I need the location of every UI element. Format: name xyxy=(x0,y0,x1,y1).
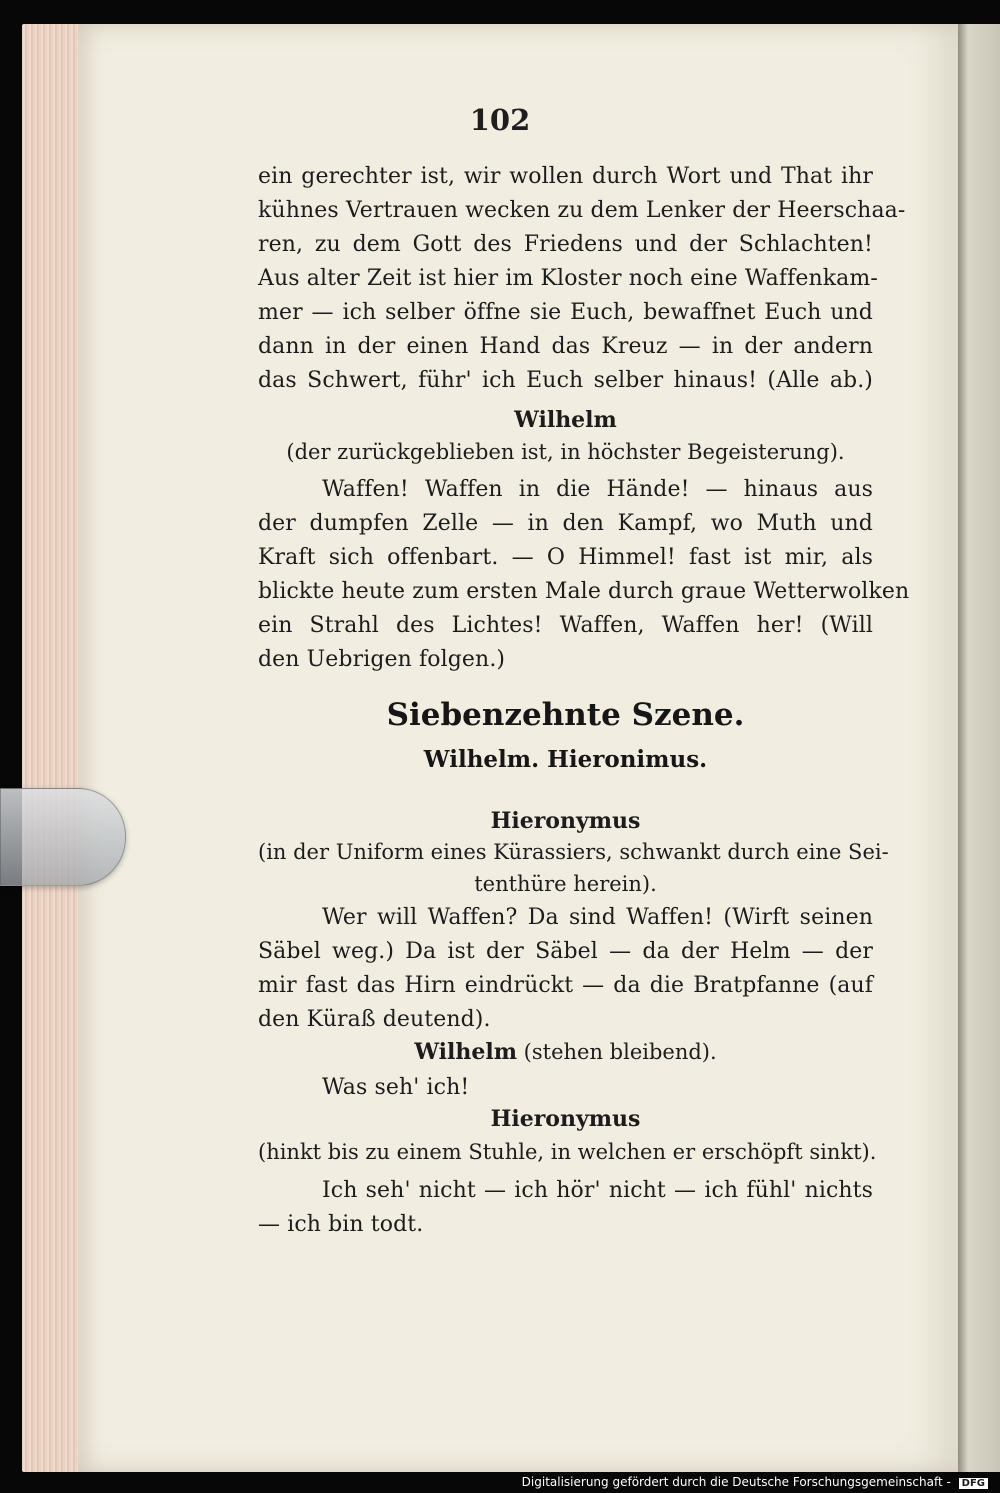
digitization-credit xyxy=(522,1475,988,1489)
scene-characters: Wilhelm. Hieronimus. xyxy=(423,746,708,773)
text-line: ein gerechter ist, wir wollen durch Wort und That ihr xyxy=(258,164,873,189)
speech-line xyxy=(258,1071,873,1105)
text-line: den Uebrigen folgen.) xyxy=(258,647,506,672)
opposite-page-edge xyxy=(958,24,1000,1472)
speech-paragraph-2 xyxy=(258,473,910,677)
text-line: Aus alter Zeit ist hier im Kloster noch eine Waffenkam- xyxy=(258,266,878,291)
text-line: mer — ich selber öffne sie Euch, bewaffnet Euch und xyxy=(258,300,873,325)
speech-paragraph-3 xyxy=(258,901,873,1037)
speaker-with-direction xyxy=(258,1039,873,1065)
text-line: dann in der einen Hand das Kreuz — in der andern xyxy=(258,334,873,359)
speaker-name: Hieronymus xyxy=(490,1106,641,1132)
speaker-name: Wilhelm xyxy=(414,1039,517,1065)
text-line: das Schwert, führ' ich Euch selber hinaus! (Alle ab.) xyxy=(258,368,873,393)
stage-direction: tenthüre herein). xyxy=(474,872,657,896)
text-line: Kraft sich offenbart. — O Himmel! fast ist mir, als xyxy=(258,545,873,570)
text-line: Ich seh' nicht — ich hör' nicht — ich fühl' nichts xyxy=(322,1178,873,1203)
credit-text: Digitalisierung gefördert durch die Deutsche Forschungsgemeinschaft - xyxy=(521,1475,951,1489)
text-line: — ich bin todt. xyxy=(258,1212,424,1237)
stage-direction: (in der Uniform eines Kürassiers, schwankt durch eine Sei- xyxy=(258,840,889,864)
page-number: 102 xyxy=(469,103,531,137)
text-line: Was seh' ich! xyxy=(322,1075,470,1100)
stage-direction: (der zurückgeblieben ist, in höchster Begeisterung). xyxy=(286,440,845,464)
speaker-name: Wilhelm xyxy=(514,407,617,433)
text-line: blickte heute zum ersten Male durch graue Wetterwolken xyxy=(258,579,910,604)
scene-heading: Siebenzehnte Szene. xyxy=(386,697,745,733)
text-line: mir fast das Hirn eindrückt — da die Bratpfanne (auf xyxy=(258,973,873,998)
text-line: ren, zu dem Gott des Friedens und der Schlachten! xyxy=(258,232,873,257)
speech-paragraph-1 xyxy=(258,160,906,398)
stage-direction: (stehen bleibend). xyxy=(523,1040,717,1064)
text-line: kühnes Vertrauen wecken zu dem Lenker der Heerschaa- xyxy=(258,198,906,223)
text-line: der dumpfen Zelle — in den Kampf, wo Muth und xyxy=(258,511,873,536)
text-line: Säbel weg.) Da ist der Säbel — da der Helm — der xyxy=(258,939,873,964)
speech-paragraph-5 xyxy=(258,1174,873,1242)
speaker-name: Hieronymus xyxy=(490,808,641,834)
dfg-logo: DFG xyxy=(959,1478,988,1489)
page-holder-clip xyxy=(0,788,126,886)
text-line: den Küraß deutend). xyxy=(258,1007,491,1032)
stage-direction: (hinkt bis zu einem Stuhle, in welchen er erschöpft sinkt). xyxy=(258,1140,877,1164)
text-line: Waffen! Waffen in die Hände! — hinaus aus xyxy=(322,477,873,502)
text-line: ein Strahl des Lichtes! Waffen, Waffen her! (Will xyxy=(258,613,873,638)
text-line: Wer will Waffen? Da sind Waffen! (Wirft seinen xyxy=(322,905,873,930)
